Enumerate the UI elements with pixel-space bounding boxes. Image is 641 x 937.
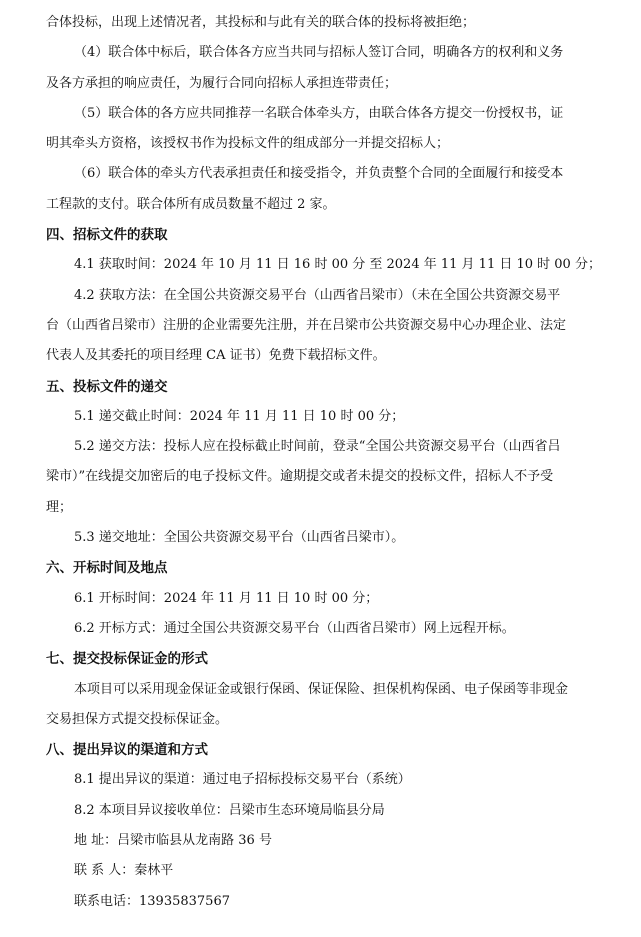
paragraph-line: 5.2 递交方法：投标人应在投标截止时间前，登录“全国公共资源交易平台（山西省吕 <box>74 439 561 455</box>
paragraph-line: 4.1 获取时间：2024 年 10 月 11 日 16 时 00 分 至 2024 年 11 月 11 日 10 时 00 分； <box>74 257 601 273</box>
address-line: 地 址：吕梁市临县从龙南路 36 号 <box>74 833 272 849</box>
paragraph-line: 8.2 本项目异议接收单位：吕梁市生态环境局临县分局 <box>74 802 385 818</box>
text-line: 交易担保方式提交投标保证金。 <box>46 711 229 727</box>
section-heading: 七、提交投标保证金的形式 <box>46 651 208 668</box>
paragraph-line: 本项目可以采用现金保证金或银行保函、保证保险、担保机构保函、电子保函等非现金 <box>74 681 569 697</box>
text-line: 代表人及其委托的项目经理 CA 证书）免费下载招标文件。 <box>46 348 386 364</box>
contact-phone-line: 联系电话：13935837567 <box>74 893 230 909</box>
paragraph-line: 6.1 开标时间：2024 年 11 月 11 日 10 时 00 分； <box>74 590 379 606</box>
text-line: 台（山西省吕梁市）注册的企业需要先注册，并在吕梁市公共资源交易中心办理企业、法定 <box>46 317 567 333</box>
text-line: 工程款的支付。联合体所有成员数量不超过 2 家。 <box>46 196 336 212</box>
text-line: 梁市）”在线提交加密后的电子投标文件。逾期提交或者未提交的投标文件，招标人不予受 <box>46 469 554 485</box>
text-line: 合体投标，出现上述情况者，其投标和与此有关的联合体的投标将被拒绝； <box>46 15 476 30</box>
text-line: 及各方承担的响应责任，为履行合同向招标人承担连带责任； <box>46 75 398 91</box>
paragraph-line: 5.3 递交地址：全国公共资源交易平台（山西省吕梁市）。 <box>74 530 405 546</box>
paragraph-line: （6）联合体的牵头方代表承担责任和接受指令，并负责整个合同的全面履行和接受本 <box>74 166 564 182</box>
paragraph-line: （4）联合体中标后，联合体各方应当共同与招标人签订合同，明确各方的权利和义务 <box>74 45 564 61</box>
paragraph-line: 4.2 获取方法：在全国公共资源交易平台（山西省吕梁市）（未在全国公共资源交易平 <box>74 287 561 303</box>
text-line: 理； <box>46 499 73 515</box>
section-heading: 八、提出异议的渠道和方式 <box>46 742 208 759</box>
paragraph-line: （5）联合体的各方应共同推荐一名联合体牵头方，由联合体各方提交一份授权书，证 <box>74 105 564 121</box>
paragraph-line: 6.2 开标方式：通过全国公共资源交易平台（山西省吕梁市）网上远程开标。 <box>74 620 515 636</box>
section-heading: 六、开标时间及地点 <box>46 560 168 577</box>
text-line: 明其牵头方资格，该授权书作为投标文件的组成部分一并提交招标人； <box>46 136 450 152</box>
section-heading: 五、投标文件的递交 <box>46 378 168 395</box>
contact-person-line: 联 系 人：秦林平 <box>74 863 174 879</box>
section-heading: 四、招标文件的获取 <box>46 227 168 244</box>
paragraph-line: 5.1 递交截止时间：2024 年 11 月 11 日 10 时 00 分； <box>74 408 405 424</box>
paragraph-line: 8.1 提出异议的渠道：通过电子招标投标交易平台（系统） <box>74 772 411 788</box>
